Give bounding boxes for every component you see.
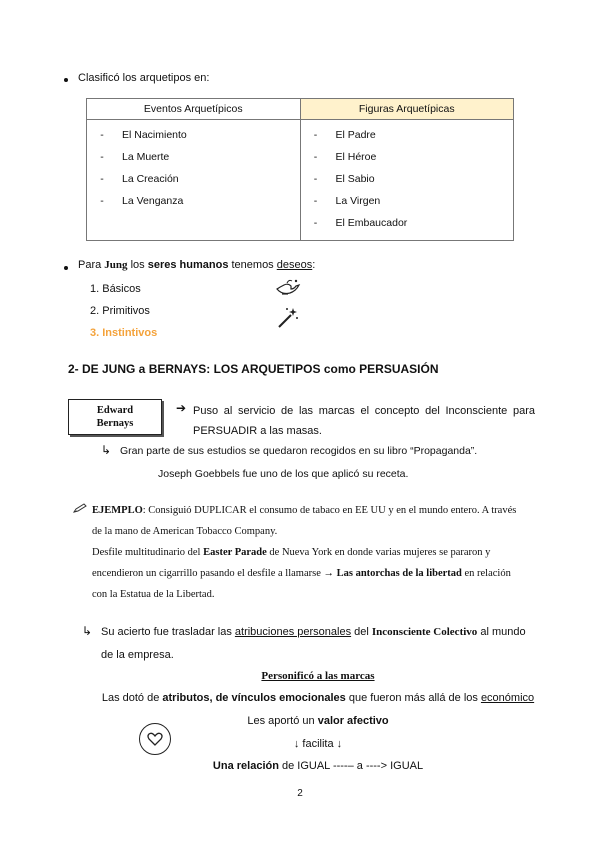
pencil-icon	[73, 503, 87, 513]
page-number: 2	[297, 788, 303, 799]
marcas-line4: Una relación de IGUAL ----– a ----> IGUAL	[212, 760, 424, 772]
figuras-column	[300, 120, 514, 241]
genie-lamp-icon	[274, 277, 302, 299]
eventos-column	[87, 120, 301, 241]
marcas-title: Personificó a las marcas	[261, 670, 375, 682]
bernays-text: Puso al servicio de las marcas el concepto del Inconsciente para	[193, 405, 535, 417]
section-title: 2- DE JUNG a BERNAYS: LOS ARQUETIPOS como PERSUASIÓN	[68, 362, 439, 376]
list-item: 1. Básicos	[90, 283, 141, 295]
archetypes-table	[86, 98, 514, 241]
bullet	[64, 78, 68, 82]
bernays-sub2: Joseph Goebbels fue uno de los que aplicó su receta.	[158, 468, 409, 480]
arrow-icon: ➔	[176, 401, 187, 415]
marcas-line1: Las dotó de atributos, de vínculos emocionales que fueron más allá de los económico	[101, 692, 535, 704]
list-item: - El Sabio	[313, 173, 375, 185]
ejemplo-line2: de la mano de American Tobacco Company.	[92, 526, 278, 537]
list-item: - La Creación	[100, 173, 179, 185]
jung-line: Para Jung los seres humanos tenemos deseos:	[78, 259, 316, 271]
list-item: - El Padre	[313, 129, 376, 141]
deseos-list	[90, 278, 157, 344]
list-item: - El Nacimiento	[100, 129, 187, 141]
list-item: - El Héroe	[313, 151, 377, 163]
list-item: 2. Primitivos	[90, 305, 150, 317]
bernays-name-box: Edward Bernays	[68, 399, 162, 435]
list-item: - El Embaucador	[313, 217, 408, 229]
heart-icon	[139, 723, 171, 755]
jung-name: Jung	[104, 259, 128, 271]
list-item: - La Venganza	[100, 195, 184, 207]
table-header-figuras: Figuras Arquetípicas	[300, 99, 514, 120]
return-arrow-icon: ↳	[82, 624, 93, 638]
return-arrow-icon: ↳	[101, 443, 112, 457]
marcas-line3: ↓ facilita ↓	[293, 738, 343, 750]
ejemplo-line4: encendieron un cigarrillo pasando el desfile a llamarse → Las antorchas de la libertad en relación	[92, 568, 511, 579]
list-item-highlight: 3. Instintivos	[90, 327, 158, 339]
bernays-text-line2: PERSUADIR a las masas.	[193, 425, 322, 437]
magic-wand-icon	[276, 306, 300, 330]
ejemplo-label: EJEMPLO	[92, 505, 143, 516]
list-item: - La Muerte	[100, 151, 170, 163]
table-header-eventos: Eventos Arquetípicos	[87, 99, 301, 120]
acierto-line2: de la empresa.	[101, 649, 174, 661]
ejemplo-line5: con la Estatua de la Libertad.	[92, 589, 215, 600]
acierto-line1: Su acierto fue trasladar las atribuciones personales del Inconsciente Colectivo al mundo	[101, 626, 526, 638]
list-item: - La Virgen	[313, 195, 381, 207]
marcas-line2: Les aportó un valor afectivo	[247, 715, 389, 727]
intro-text: Clasificó los arquetipos en:	[78, 72, 210, 84]
ejemplo-paragraph: EJEMPLO: Consiguió DUPLICAR el consumo de tabaco en EE UU y en el mundo entero. A través	[92, 505, 517, 516]
bernays-sub1: Gran parte de sus estudios se quedaron recogidos en su libro “Propaganda”.	[120, 445, 478, 457]
ejemplo-line3: Desfile multitudinario del Easter Parade de Nueva York en donde varias mujeres se pararon y	[92, 547, 491, 558]
bullet	[64, 266, 68, 270]
